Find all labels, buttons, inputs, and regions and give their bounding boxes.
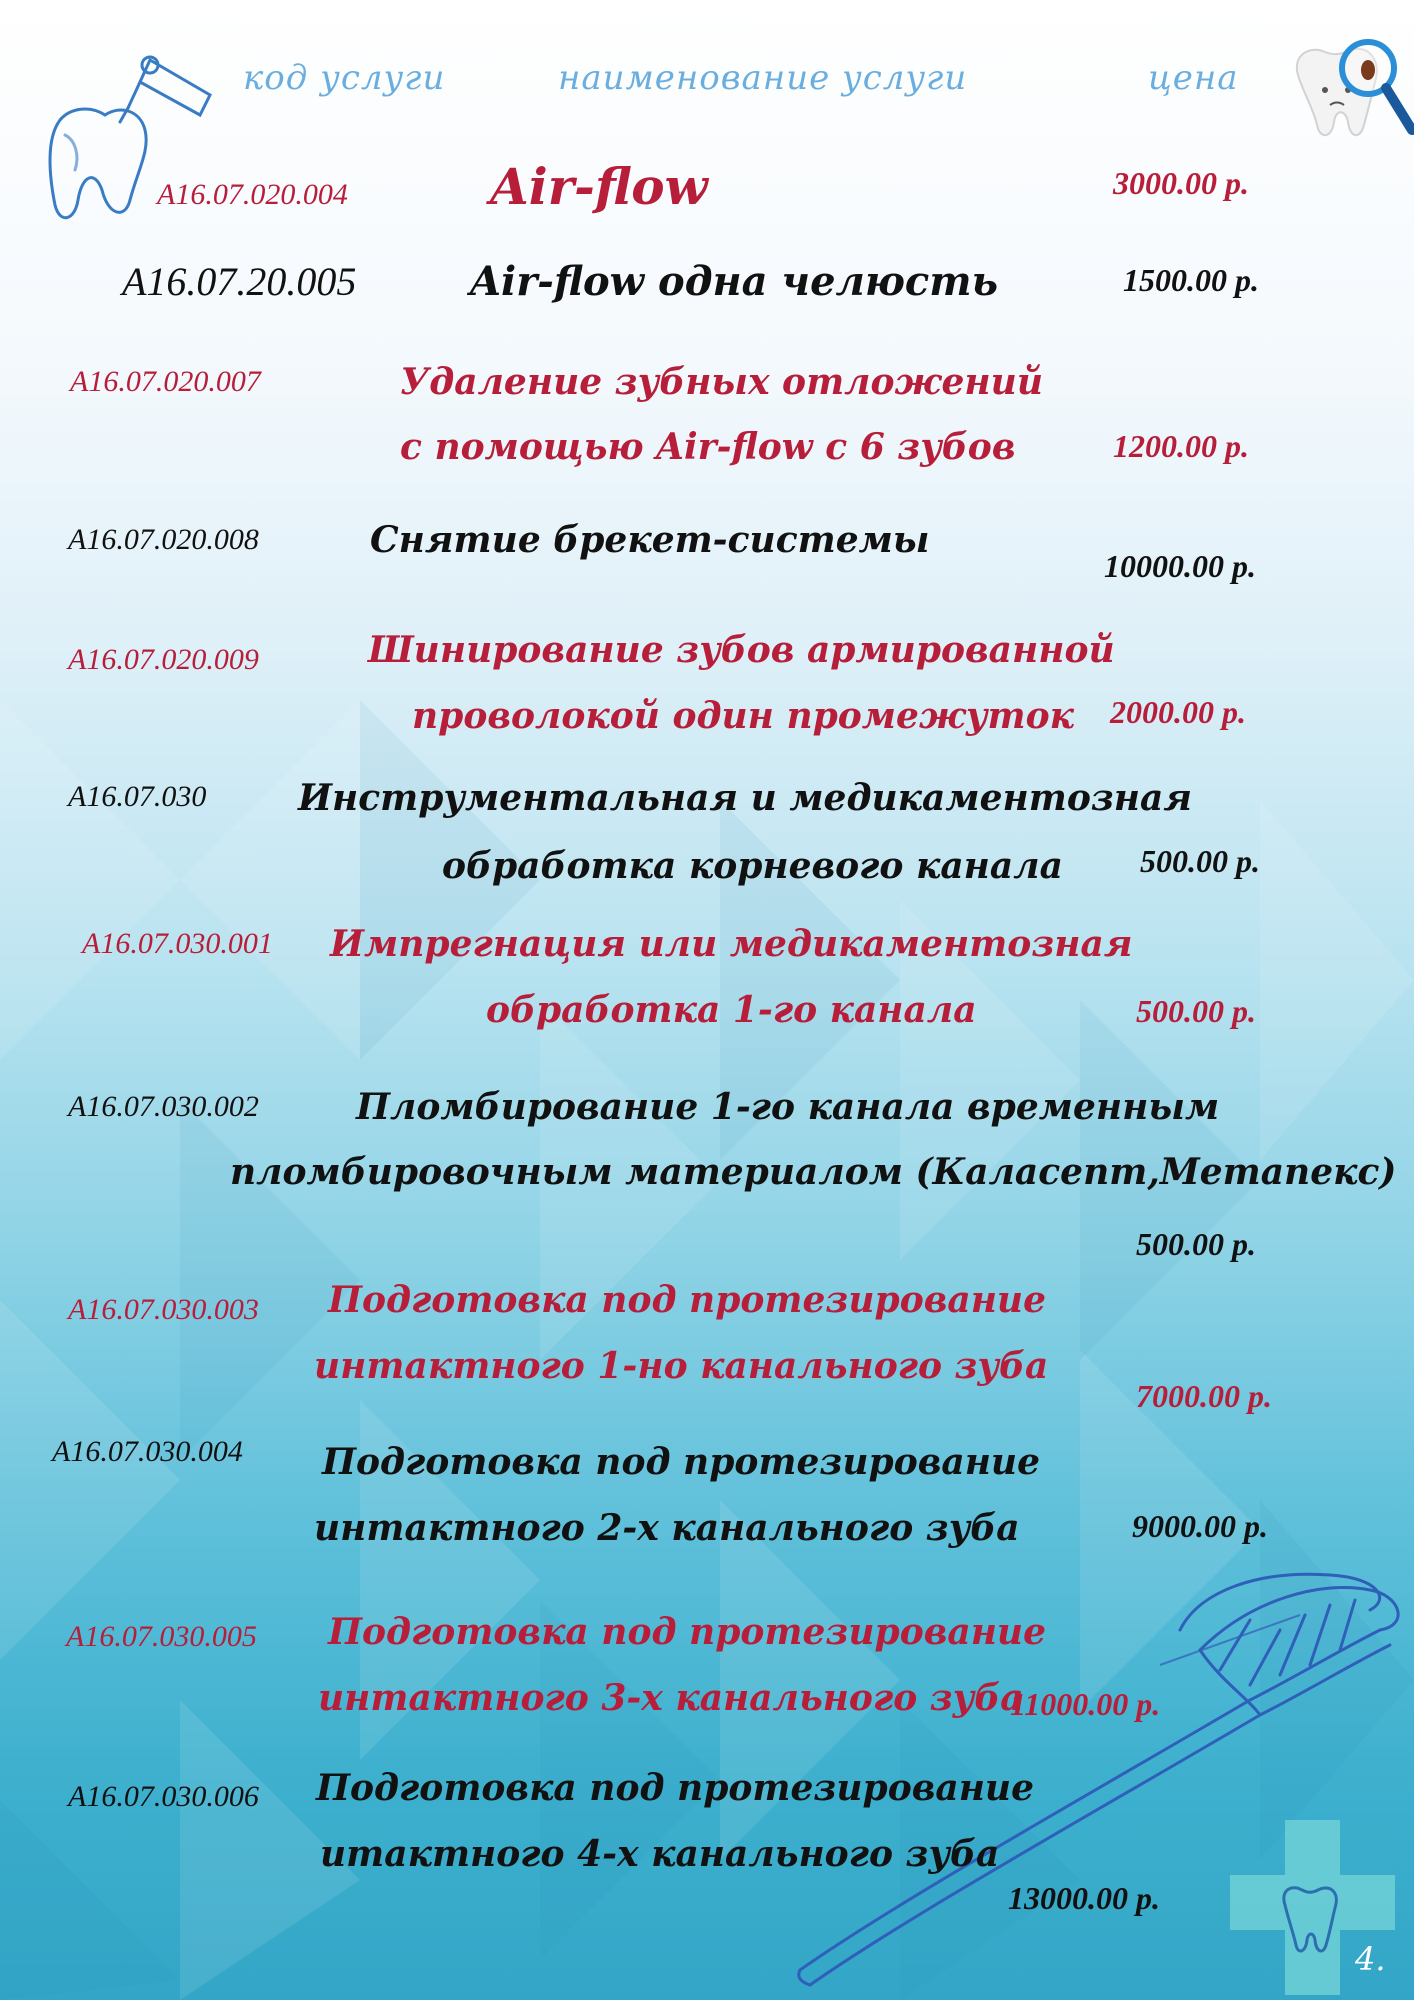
service-name: Шинирование зубов армированной (368, 629, 1115, 671)
service-code: A16.07.030.002 (68, 1090, 259, 1123)
service-price: 13000.00 р. (1008, 1880, 1160, 1916)
service-name: итактного 4-х канального зуба (320, 1833, 1000, 1875)
service-code: A16.07.030 (68, 780, 207, 813)
service-name: обработка корневого канала (442, 845, 1063, 887)
service-name: Импрегнация или медикаментозная (330, 923, 1133, 965)
header-price: цена (1148, 58, 1239, 98)
service-code: A16.07.030.006 (68, 1780, 259, 1813)
service-name: обработка 1-го канала (486, 989, 977, 1031)
service-price: 1200.00 р. (1113, 428, 1249, 464)
service-name: пломбировочным материалом (Каласепт,Метапекс) (230, 1151, 1397, 1193)
service-code: A16.07.020.009 (68, 643, 259, 676)
service-price: 1500.00 р. (1123, 262, 1259, 298)
service-name: Удаление зубных отложений (400, 361, 1044, 403)
service-code: A16.07.020.004 (157, 178, 348, 211)
service-name: Подготовка под протезирование (328, 1611, 1047, 1653)
header-name: наименование услуги (558, 58, 968, 98)
service-name: Пломбирование 1-го канала временным (356, 1086, 1220, 1128)
service-name: интактного 1-но канального зуба (314, 1345, 1049, 1387)
service-price: 11000.00 р. (1010, 1686, 1161, 1722)
service-price: 7000.00 р. (1136, 1378, 1272, 1414)
service-name: Инструментальная и медикаментозная (298, 777, 1193, 819)
service-name: Air-flow (490, 157, 708, 216)
service-price: 10000.00 р. (1104, 548, 1256, 584)
service-code: A16.07.20.005 (122, 259, 357, 304)
service-name: Подготовка под протезирование (322, 1441, 1041, 1483)
service-code: A16.07.030.001 (82, 927, 273, 960)
service-name: проволокой один промежуток (412, 695, 1074, 737)
tooth-magnifier-icon (1290, 20, 1414, 160)
page-number: 4. (1355, 1940, 1386, 1978)
service-code: A16.07.020.007 (70, 365, 261, 398)
service-name: с помощью Air-flow с 6 зубов (400, 426, 1016, 468)
service-price: 500.00 р. (1136, 1226, 1256, 1262)
service-code: A16.07.020.008 (68, 523, 259, 556)
service-code: A16.07.030.005 (66, 1620, 257, 1653)
service-name: интактного 3-х канального зуба (318, 1677, 1024, 1719)
service-price: 9000.00 р. (1132, 1508, 1268, 1544)
service-name: интактного 2-х канального зуба (314, 1507, 1020, 1549)
service-name: Снятие брекет-системы (370, 519, 930, 561)
service-price: 500.00 р. (1136, 993, 1256, 1029)
service-price: 500.00 р. (1140, 843, 1260, 879)
service-name: Подготовка под протезирование (316, 1767, 1035, 1809)
service-name: Air-flow одна челюсть (470, 258, 998, 305)
header-code: код услуги (243, 58, 446, 98)
service-name: Подготовка под протезирование (328, 1279, 1047, 1321)
service-price: 3000.00 р. (1113, 165, 1249, 201)
service-code: A16.07.030.004 (52, 1435, 243, 1468)
service-price: 2000.00 р. (1110, 694, 1246, 730)
service-code: A16.07.030.003 (68, 1293, 259, 1326)
